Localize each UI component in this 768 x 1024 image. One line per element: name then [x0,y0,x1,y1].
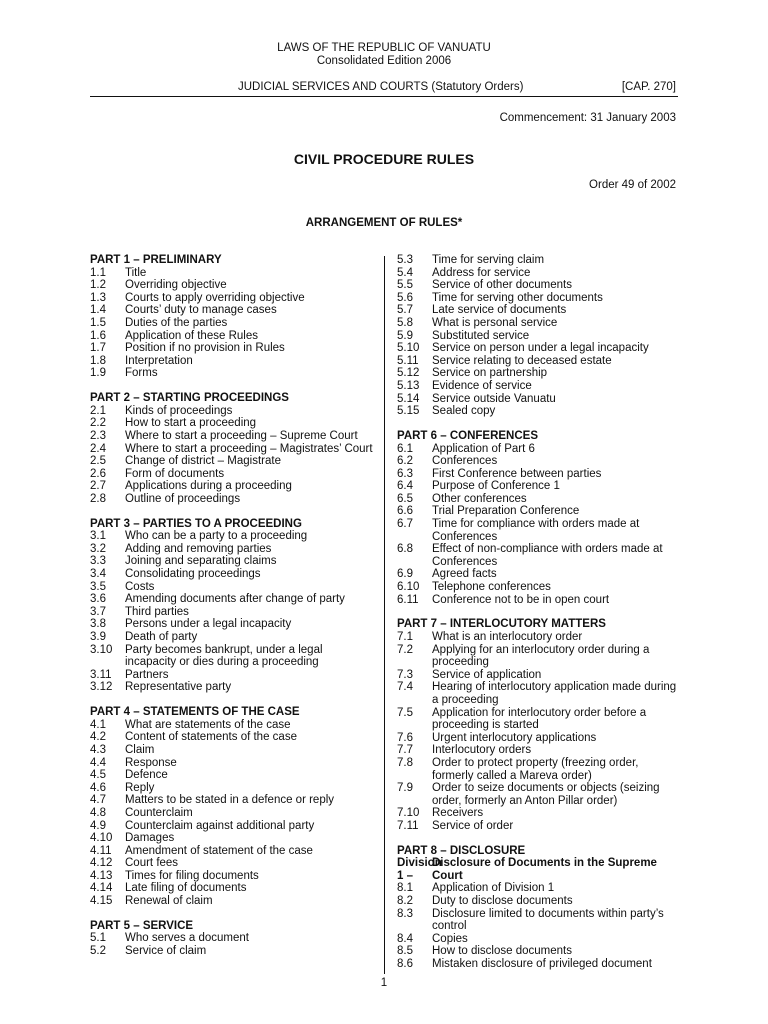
rule-number: 1.6 [90,329,106,342]
rule-entry [90,895,375,908]
rule-number: 1.3 [90,291,106,304]
rule-entry [90,267,375,280]
rule-number: 7.5 [397,706,413,719]
rule-number: 7.10 [397,807,420,820]
rule-number: 7.2 [397,643,413,656]
rule-entry [397,405,682,418]
contents-section [90,392,375,505]
division-label: Division 1 – [397,857,442,882]
contents-right-column [397,254,682,983]
rule-title: Urgent interlocutory applications [432,731,597,744]
contents-section [397,254,682,418]
rule-number: 5.7 [397,304,413,317]
rule-title: Applications during a proceeding [125,480,292,493]
rule-title: Change of district – Magistrate [125,455,281,468]
rule-number: 8.3 [397,907,413,920]
commencement-date: Commencement: 31 January 2003 [499,112,676,124]
rule-number: 8.2 [397,895,413,908]
rule-title: Disclosure limited to documents within party’s control [432,907,664,933]
rule-entry [90,455,375,468]
rule-number: 4.14 [90,882,113,895]
rule-number: 4.8 [90,806,106,819]
rule-entry [90,857,375,870]
rule-number: 4.15 [90,895,113,908]
rule-number: 5.15 [397,405,420,418]
part-heading: PART 5 – SERVICE [90,919,194,932]
rule-entry [90,480,375,493]
rule-number: 3.4 [90,568,106,581]
rule-number: 3.9 [90,631,106,643]
rule-entry [90,317,375,330]
rule-title: Where to start a proceeding – Supreme Court [125,429,358,442]
rule-title: What is personal service [432,316,558,329]
rule-number: 5.4 [397,266,413,279]
rule-title: Kinds of proceedings [125,404,233,417]
rule-entry [90,631,375,644]
rule-number: 4.13 [90,869,113,882]
rule-title: Service on person under a legal incapacity [432,342,649,355]
rule-entry [397,594,682,607]
rule-title: Forms [125,367,158,380]
rule-number: 1.1 [90,266,106,279]
rule-entry [397,393,682,406]
header-law-title: LAWS OF THE REPUBLIC OF VANUATU [277,42,491,54]
rule-title: Duties of the parties [125,316,228,329]
rule-entry [90,543,375,556]
rule-number: 5.6 [397,291,413,304]
rule-entry [90,279,375,292]
rule-entry [397,895,682,908]
rule-entry [90,669,375,682]
rule-number: 6.7 [397,518,413,531]
rule-number: 6.8 [397,543,413,556]
rule-entry [90,757,375,770]
rule-entry [397,707,682,732]
rule-title: Interpretation [125,354,193,367]
rule-number: 7.8 [397,756,413,769]
rule-title: Application of Division 1 [432,882,555,895]
rule-number: 4.6 [90,781,106,794]
rule-title: Renewal of claim [125,895,213,908]
rule-title: Evidence of service [432,379,532,392]
rule-entry [397,505,682,518]
rule-title: Mistaken disclosure of privileged document [432,958,652,971]
rule-number: 5.9 [397,329,413,342]
rule-title: Persons under a legal incapacity [125,618,292,631]
part-heading: PART 8 – DISCLOSURE [397,844,526,857]
rule-entry [397,820,682,833]
rule-entry [90,731,375,744]
order-number: Order 49 of 2002 [589,179,676,191]
rule-number: 3.7 [90,605,106,618]
rule-title: Courts’ duty to manage cases [125,304,277,317]
rule-number: 6.3 [397,467,413,480]
rule-entry [90,820,375,833]
rule-title: Time for serving claim [432,254,545,266]
rule-title: Partners [125,668,169,681]
rule-entry [90,782,375,795]
rule-title: Who can be a party to a proceeding [125,530,308,543]
rule-entry [397,543,682,568]
rule-title: Overriding objective [125,279,227,292]
rule-title: Claim [125,743,155,756]
rule-entry [90,845,375,858]
rule-number: 5.1 [90,932,106,945]
rule-number: 5.8 [397,316,413,329]
rule-number: 6.11 [397,593,419,606]
header-edition: Consolidated Edition 2006 [316,55,452,67]
rule-title: Amending documents after change of party [125,593,345,606]
rule-entry [90,644,375,669]
rule-entry [397,933,682,946]
rule-title: Copies [432,932,468,945]
rule-title: Death of party [125,631,198,643]
rule-number: 4.10 [90,832,113,845]
part-heading: PART 4 – STATEMENTS OF THE CASE [90,706,300,719]
contents-section [397,618,682,832]
rule-entry [397,958,682,971]
rule-title: Late service of documents [432,304,567,317]
rule-title: Interlocutory orders [432,744,532,757]
division-title: Disclosure of Documents in the Supreme Court [432,857,657,882]
rule-number: 6.9 [397,568,413,581]
rule-title: Other conferences [432,492,527,505]
rule-title: Title [125,266,147,279]
rule-entry [397,380,682,393]
rule-title: Service of application [432,668,542,681]
rule-number: 7.4 [397,681,413,694]
rule-title: Application of these Rules [125,329,258,342]
rule-title: Party becomes bankrupt, under a legal incapacity or dies during a proceeding [125,643,323,669]
rule-entry [397,480,682,493]
rule-title: Joining and separating claims [125,555,277,568]
rule-entry [397,581,682,594]
rule-entry [90,367,375,380]
rule-number: 7.9 [397,782,413,795]
rule-title: Form of documents [125,467,225,480]
rule-number: 2.5 [90,455,106,468]
contents-section [397,430,682,606]
rule-number: 2.7 [90,480,106,493]
rule-number: 5.10 [397,342,420,355]
rule-title: Costs [125,580,155,593]
part-heading: PART 2 – STARTING PROCEEDINGS [90,392,289,405]
rule-number: 1.8 [90,354,106,367]
rule-entry [397,631,682,644]
rule-number: 8.1 [397,882,413,895]
rule-entry [397,254,682,267]
rule-number: 5.2 [90,945,106,958]
rule-entry [397,304,682,317]
rule-number: 7.3 [397,668,413,681]
rule-entry [90,932,375,945]
rule-entry [90,606,375,619]
part-heading: PART 6 – CONFERENCES [397,429,539,442]
rule-entry [90,493,375,506]
page-number: 1 [380,977,388,989]
rule-number: 8.5 [397,945,413,958]
rule-number: 5.5 [397,279,413,292]
document-title: CIVIL PROCEDURE RULES [293,151,475,167]
rule-number: 7.1 [397,631,413,643]
rule-number: 1.9 [90,367,106,380]
rule-title: How to start a proceeding [125,417,257,430]
rule-entry [397,518,682,543]
rule-number: 4.5 [90,769,106,782]
rule-entry [397,342,682,355]
rule-title: How to disclose documents [432,945,572,958]
rule-number: 3.10 [90,643,113,656]
rule-title: What is an interlocutory order [432,631,583,643]
rule-title: Order to seize documents or objects (seizing order, formerly an Anton Pillar order) [432,782,660,807]
part-heading: PART 1 – PRELIMINARY [90,254,222,266]
rule-number: 2.3 [90,429,106,442]
rule-entry [90,417,375,430]
rule-title: Order to protect property (freezing order, formerly called a Mareva order) [432,756,639,782]
rule-title: Receivers [432,807,484,820]
rule-entry [397,367,682,380]
rule-number: 4.3 [90,743,106,756]
arrangement-heading: ARRANGEMENT OF RULES* [305,217,463,229]
rule-entry [397,292,682,305]
header-chapter-title: JUDICIAL SERVICES AND COURTS (Statutory Orders) [238,81,524,93]
rule-entry [90,568,375,581]
rule-entry [90,530,375,543]
rule-title: Application of Part 6 [432,442,535,455]
rule-entry [397,681,682,706]
rule-number: 3.12 [90,681,113,694]
rule-title: Effect of non-compliance with orders made at Conferences [432,543,663,568]
rule-title: Position if no provision in Rules [125,342,285,355]
rule-entry [90,468,375,481]
rule-entry [90,593,375,606]
header-cap-number: [CAP. 270] [621,81,676,93]
column-divider [384,256,385,974]
contents-section [90,920,375,958]
contents-section [90,706,375,908]
rule-entry [90,405,375,418]
rule-title: Adding and removing parties [125,542,272,555]
rule-entry [90,882,375,895]
rule-title: Consolidating proceedings [125,568,261,581]
rule-title: Hearing of interlocutory application made during a proceeding [432,681,677,706]
rule-number: 6.6 [397,505,413,518]
rule-number: 8.6 [397,958,413,971]
rule-title: Conference not to be in open court [432,593,610,606]
rule-number: 3.1 [90,530,106,543]
rule-number: 4.12 [90,857,113,870]
rule-entry [397,644,682,669]
rule-entry [90,719,375,732]
rule-number: 6.4 [397,480,413,493]
rule-title: Third parties [125,605,189,618]
rule-entry [397,443,682,456]
rule-number: 2.4 [90,442,106,455]
rule-title: Court fees [125,857,179,870]
rule-entry [90,744,375,757]
rule-title: Representative party [125,681,232,694]
rule-title: Response [125,756,177,769]
rule-entry [90,342,375,355]
rule-title: Trial Preparation Conference [432,505,580,518]
rule-title: Duty to disclose documents [432,895,573,908]
rule-number: 5.13 [397,379,420,392]
rule-number: 7.6 [397,731,413,744]
rule-title: Substituted service [432,329,530,342]
rule-title: What are statements of the case [125,718,291,731]
rule-entry [90,443,375,456]
rule-entry [397,757,682,782]
rule-title: Counterclaim [125,806,193,819]
rule-entry [397,455,682,468]
rule-title: Service outside Vanuatu [432,392,556,405]
contents-section [397,845,682,971]
rule-title: Counterclaim against additional party [125,819,315,832]
rule-number: 4.7 [90,794,106,807]
rule-number: 4.11 [90,844,112,857]
rule-entry [397,267,682,280]
rule-entry [397,317,682,330]
rule-number: 8.4 [397,932,413,945]
rule-entry [90,555,375,568]
rule-number: 2.8 [90,492,106,505]
rule-entry [90,581,375,594]
part-heading: PART 3 – PARTIES TO A PROCEEDING [90,517,302,530]
rule-number: 3.8 [90,618,106,631]
rule-number: 3.5 [90,580,106,593]
rule-entry [90,355,375,368]
rule-title: Late filing of documents [125,882,247,895]
rule-entry [90,807,375,820]
rule-number: 6.1 [397,442,413,455]
rule-number: 5.3 [397,254,413,266]
rule-title: Sealed copy [432,405,496,418]
rule-number: 2.6 [90,467,106,480]
rule-entry [397,468,682,481]
rule-title: Matters to be stated in a defence or reply [125,794,335,807]
rule-title: Service relating to deceased estate [432,354,612,367]
rule-entry [397,355,682,368]
rule-title: Courts to apply overriding objective [125,291,305,304]
rule-entry [397,782,682,807]
rule-title: Damages [125,832,175,845]
rule-entry [90,430,375,443]
rule-entry [397,882,682,895]
contents-left-column [90,254,375,970]
rule-entry [90,870,375,883]
rule-number: 1.4 [90,304,106,317]
rule-entry [90,330,375,343]
rule-entry [397,744,682,757]
rule-number: 7.11 [397,819,419,832]
rule-number: 3.2 [90,542,106,555]
rule-number: 1.7 [90,342,106,355]
rule-title: Who serves a document [125,932,250,945]
rule-number: 7.7 [397,744,413,757]
rule-entry [397,279,682,292]
rule-entry [90,769,375,782]
rule-number: 4.2 [90,731,106,744]
rule-number: 5.14 [397,392,420,405]
rule-entry [397,908,682,933]
rule-title: Outline of proceedings [125,492,241,505]
rule-title: Conferences [432,455,498,468]
rule-title: Purpose of Conference 1 [432,480,560,493]
rule-title: Reply [125,781,155,794]
rule-title: Address for service [432,266,531,279]
rule-entry [397,568,682,581]
rule-entry [90,794,375,807]
rule-number: 4.1 [90,718,106,731]
rule-number: 6.5 [397,492,413,505]
rule-entry [397,669,682,682]
rule-number: 1.2 [90,279,106,292]
part-heading: PART 7 – INTERLOCUTORY MATTERS [397,618,606,631]
rule-number: 3.11 [90,668,112,681]
rule-title: Content of statements of the case [125,731,297,744]
rule-title: Where to start a proceeding – Magistrates’ Court [125,442,373,455]
rule-number: 4.4 [90,756,106,769]
rule-title: Service of claim [125,945,207,958]
rule-number: 6.10 [397,581,420,594]
rule-title: Service of other documents [432,279,572,292]
rule-entry [397,330,682,343]
rule-entry [397,732,682,745]
contents-section [90,518,375,694]
rule-number: 5.11 [397,354,419,367]
header-rule [90,96,678,97]
rule-number: 4.9 [90,819,106,832]
rule-entry [397,807,682,820]
rule-title: Applying for an interlocutory order during a proceeding [432,643,650,669]
rule-title: Time for serving other documents [432,291,603,304]
rule-title: Amendment of statement of the case [125,844,313,857]
rule-number: 6.2 [397,455,413,468]
rule-entry [90,832,375,845]
rule-title: Times for filing documents [125,869,259,882]
rule-title: Time for compliance with orders made at Conferences [432,518,640,543]
rule-title: First Conference between parties [432,467,602,480]
rule-number: 2.2 [90,417,106,430]
rule-entry [90,304,375,317]
rule-title: Service of order [432,819,514,832]
rule-entry [90,945,375,958]
rule-entry [397,493,682,506]
rule-number: 2.1 [90,404,106,417]
rule-number: 5.12 [397,367,420,380]
rule-entry [90,681,375,694]
rule-title: Telephone conferences [432,581,551,594]
division-heading [397,857,682,882]
rule-number: 1.5 [90,316,106,329]
rule-entry [90,292,375,305]
rule-title: Defence [125,769,168,782]
rule-title: Application for interlocutory order before a proceeding is started [432,706,647,732]
rule-number: 3.3 [90,555,106,568]
rule-title: Agreed facts [432,568,497,581]
rule-title: Service on partnership [432,367,548,380]
rule-number: 3.6 [90,593,106,606]
contents-section [90,254,375,380]
rule-entry [90,618,375,631]
rule-entry [397,945,682,958]
